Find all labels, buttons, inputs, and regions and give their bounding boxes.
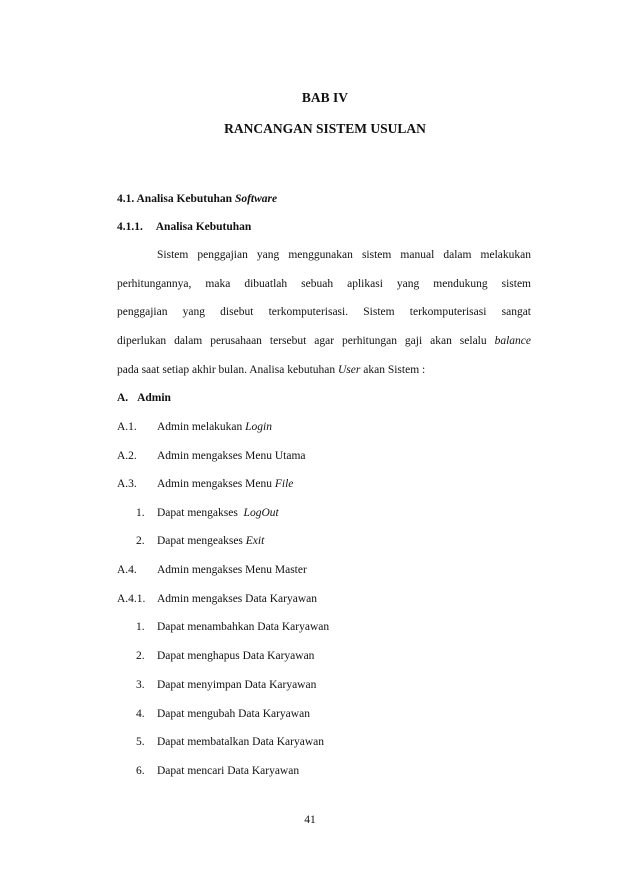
subsection-heading — [117, 220, 251, 234]
section-number: 4.1. — [117, 193, 135, 205]
item-a3-2-label: Dapat mengeakses — [157, 535, 246, 547]
paragraph-line-1: Sistem penggajian yang menggunakan sistem manual dalam melakukan — [157, 249, 531, 261]
item-a3-1-text — [157, 506, 279, 520]
item-k1-number: 1. — [136, 621, 145, 633]
paragraph-italic-user: User — [338, 364, 361, 376]
item-a2-text: Admin mengakses Menu Utama — [157, 450, 306, 462]
group-a-label: A. — [117, 392, 129, 404]
paragraph-italic-balance: balance — [494, 335, 531, 347]
item-a1-italic: Login — [245, 421, 272, 433]
item-k5-text: Dapat membatalkan Data Karyawan — [157, 736, 324, 748]
chapter-heading: BAB IV — [301, 90, 349, 105]
paragraph-line-5-end: akan Sistem : — [360, 364, 426, 376]
group-a-text: Admin — [137, 392, 171, 404]
item-a3-2-number: 2. — [136, 535, 145, 547]
item-k2-text: Dapat menghapus Data Karyawan — [157, 650, 315, 662]
item-a3-italic: File — [274, 478, 294, 490]
item-a1-label: Admin melakukan — [157, 421, 246, 433]
subsection-number: 4.1.1. — [117, 221, 143, 233]
page-number: 41 — [304, 814, 316, 826]
item-k4-text: Dapat mengubah Data Karyawan — [157, 708, 310, 720]
item-a1-number: A.1. — [117, 421, 137, 433]
paragraph-line-4-text: diperlukan dalam perusahaan tersebut agar perhitungan gaji akan selalu — [117, 335, 495, 347]
paragraph-line-3: penggajian yang disebut terkomputerisasi. Sistem terkomputerisasi sangat — [117, 306, 531, 318]
paragraph-line-5 — [117, 363, 425, 377]
item-k3-number: 3. — [136, 679, 145, 691]
paragraph-line-5-text: pada saat setiap akhir bulan. Analisa kebutuhan — [117, 364, 338, 376]
item-k6-number: 6. — [136, 765, 145, 777]
section-heading — [117, 192, 277, 206]
item-a41-number: A.4.1. — [117, 593, 146, 605]
paragraph-line-2: perhitungannya, maka dibuatlah sebuah aplikasi yang mendukung sistem — [117, 278, 531, 290]
item-k5-number: 5. — [136, 736, 145, 748]
section-italic: Software — [234, 193, 278, 205]
item-a3-label: Admin mengakses Menu — [157, 478, 275, 490]
item-a3-1-italic: LogOut — [243, 507, 279, 519]
paragraph-line-4 — [117, 334, 531, 348]
item-k6-text: Dapat mencari Data Karyawan — [157, 765, 300, 777]
chapter-title: RANCANGAN SISTEM USULAN — [224, 121, 426, 136]
item-a3-1-label: Dapat mengakses — [157, 507, 244, 519]
item-a3-1-number: 1. — [136, 507, 145, 519]
subsection-text: Analisa Kebutuhan — [155, 221, 252, 233]
item-k1-text: Dapat menambahkan Data Karyawan — [157, 621, 330, 633]
item-a3-2-italic: Exit — [245, 535, 265, 547]
item-k4-number: 4. — [136, 708, 145, 720]
item-a3-2-text — [157, 534, 264, 548]
item-a1-text — [157, 420, 272, 434]
item-a3-text — [157, 477, 293, 491]
item-k2-number: 2. — [136, 650, 145, 662]
item-a4-number: A.4. — [117, 564, 137, 576]
item-a41-text: Admin mengakses Data Karyawan — [157, 593, 317, 605]
item-k3-text: Dapat menyimpan Data Karyawan — [157, 679, 317, 691]
item-a4-text: Admin mengakses Menu Master — [157, 564, 307, 576]
section-text: Analisa Kebutuhan — [136, 193, 235, 205]
item-a2-number: A.2. — [117, 450, 137, 462]
group-a-heading — [117, 391, 171, 405]
item-a3-number: A.3. — [117, 478, 137, 490]
